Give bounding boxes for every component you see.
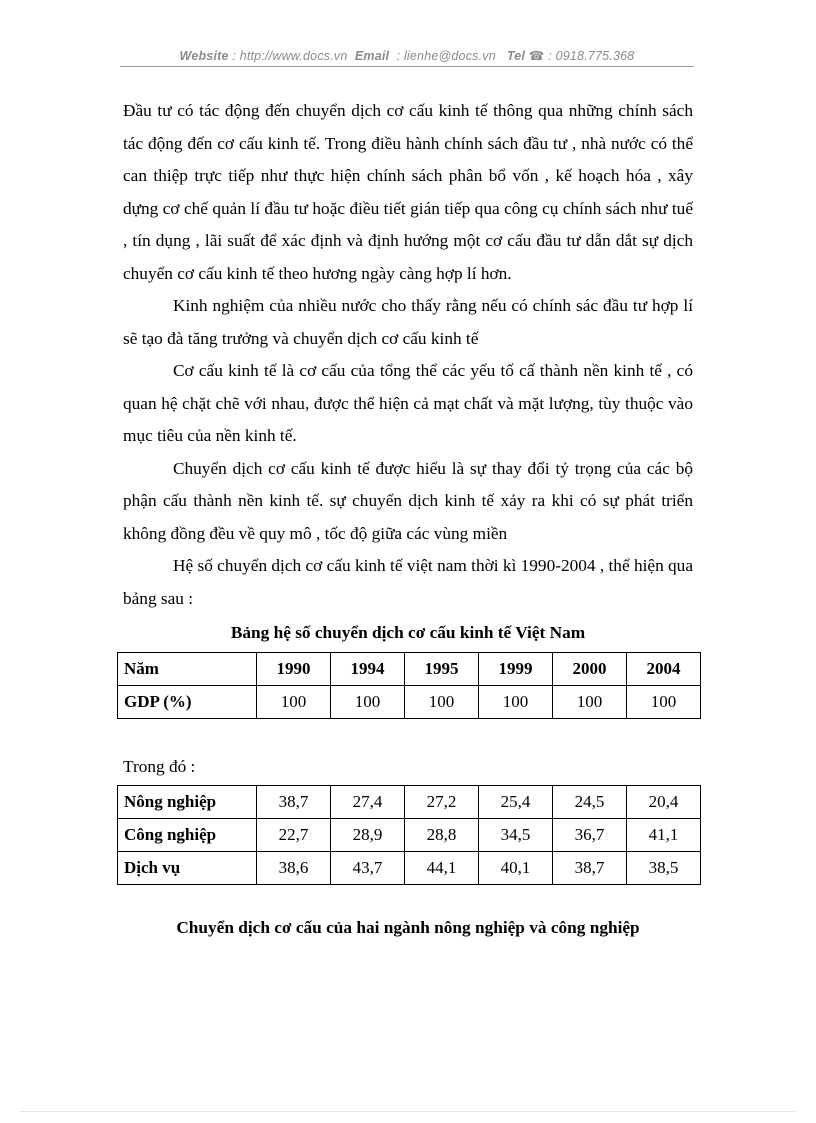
row-label: Công nghiệp	[118, 819, 257, 852]
table-cell: 40,1	[479, 852, 553, 885]
paragraph-4: Chuyển dịch cơ cấu kinh tế được hiểu là sự thay đổi tỷ trọng của các bộ phận cấu thành nền kinh tế. sự chuyển dịch kinh tế xảy ra khi có sự phát triển không đồng đều về quy mô , tốc độ giữa các vùng miền	[123, 458, 693, 543]
paragraph-1: Đầu tư có tác động đến chuyển dịch cơ cấu kinh tế thông qua những chính sách tác động đến cơ cấu kinh tế. Trong điều hành chính sách đầu tư , nhà nước có thể can thiệp trực tiếp như thực hiện chính sách phân bổ vốn , kế hoạch hóa , xây dựng cơ chế quản lí đầu tư hoặc điều tiết gián tiếp qua công cụ chính sách như tuế , tín dụng , lãi suất để xác định và định hướng một cơ cấu đầu tư dẫn dắt sự dịch chuyển cơ cấu kinh tế theo hương ngày càng hợp lí hơn.	[123, 101, 693, 283]
tel-label: Tel	[506, 49, 526, 63]
section-title: Chuyển dịch cơ cấu của hai ngành nông nghiệp và công nghiệp	[176, 918, 640, 937]
row-label: Nông nghiệp	[118, 786, 257, 819]
table-cell: 100	[627, 686, 701, 719]
gdp-table	[117, 652, 701, 719]
table-cell: 38,5	[627, 852, 701, 885]
table-cell: 43,7	[331, 852, 405, 885]
document-body	[123, 95, 693, 938]
table-cell: 36,7	[553, 819, 627, 852]
row-label: GDP (%)	[118, 686, 257, 719]
table-cell: 100	[257, 686, 331, 719]
header-cell: 1999	[479, 653, 553, 686]
row-label: Dịch vụ	[118, 852, 257, 885]
header-cell: 1994	[331, 653, 405, 686]
table-title: Bảng hệ số chuyển dịch cơ cấu kinh tế Việt Nam	[230, 623, 586, 642]
table-row	[118, 686, 701, 719]
table-cell: 25,4	[479, 786, 553, 819]
paragraph-5: Hệ số chuyển dịch cơ cấu kinh tế việt nam thời kì 1990-2004 , thể hiện qua bảng sau :	[123, 556, 693, 608]
table-cell: 100	[331, 686, 405, 719]
table-cell: 28,8	[405, 819, 479, 852]
table-cell: 100	[405, 686, 479, 719]
page-header	[120, 48, 694, 63]
paragraph-2: Kinh nghiệm của nhiều nước cho thấy rằng nếu có chính sác đầu tư hợp lí sẽ tạo đà tăng trưởng và chuyển dịch cơ cấu kinh tế	[123, 296, 693, 348]
header-cell: 1990	[257, 653, 331, 686]
table-cell: 27,4	[331, 786, 405, 819]
table-cell: 100	[553, 686, 627, 719]
table-cell: 38,6	[257, 852, 331, 885]
table-cell: 24,5	[553, 786, 627, 819]
table-cell: 20,4	[627, 786, 701, 819]
header-cell: Năm	[118, 653, 257, 686]
email-label: Email	[354, 49, 390, 63]
tel-number: ☎ : 0918.775.368	[528, 49, 635, 63]
table-row	[118, 819, 701, 852]
website-label: Website	[179, 49, 229, 63]
footer-divider	[20, 1111, 796, 1112]
table-cell: 27,2	[405, 786, 479, 819]
paragraph-3: Cơ cấu kinh tế là cơ cấu của tổng thể các yếu tố cấ thành nền kinh tế , có quan hệ chặt chẽ với nhau, được thể hiện cả mạt chất và mặt lượng, tùy thuộc vào mục tiêu của nền kinh tế.	[123, 361, 693, 445]
table-cell: 28,9	[331, 819, 405, 852]
table-cell: 38,7	[553, 852, 627, 885]
header-cell: 2004	[627, 653, 701, 686]
email-address[interactable]: : lienhe@docs.vn	[396, 49, 496, 63]
table-cell: 38,7	[257, 786, 331, 819]
table-row	[118, 852, 701, 885]
header-cell: 1995	[405, 653, 479, 686]
table-cell: 22,7	[257, 819, 331, 852]
table-cell: 100	[479, 686, 553, 719]
table-row	[118, 786, 701, 819]
table-cell: 41,1	[627, 819, 701, 852]
table-cell: 44,1	[405, 852, 479, 885]
website-url[interactable]: : http://www.docs.vn	[232, 49, 348, 63]
header-cell: 2000	[553, 653, 627, 686]
table-cell: 34,5	[479, 819, 553, 852]
trong-do-label: Trong đó :	[123, 757, 196, 776]
table-header-row	[118, 653, 701, 686]
header-divider	[120, 66, 694, 67]
sector-table	[117, 785, 701, 885]
